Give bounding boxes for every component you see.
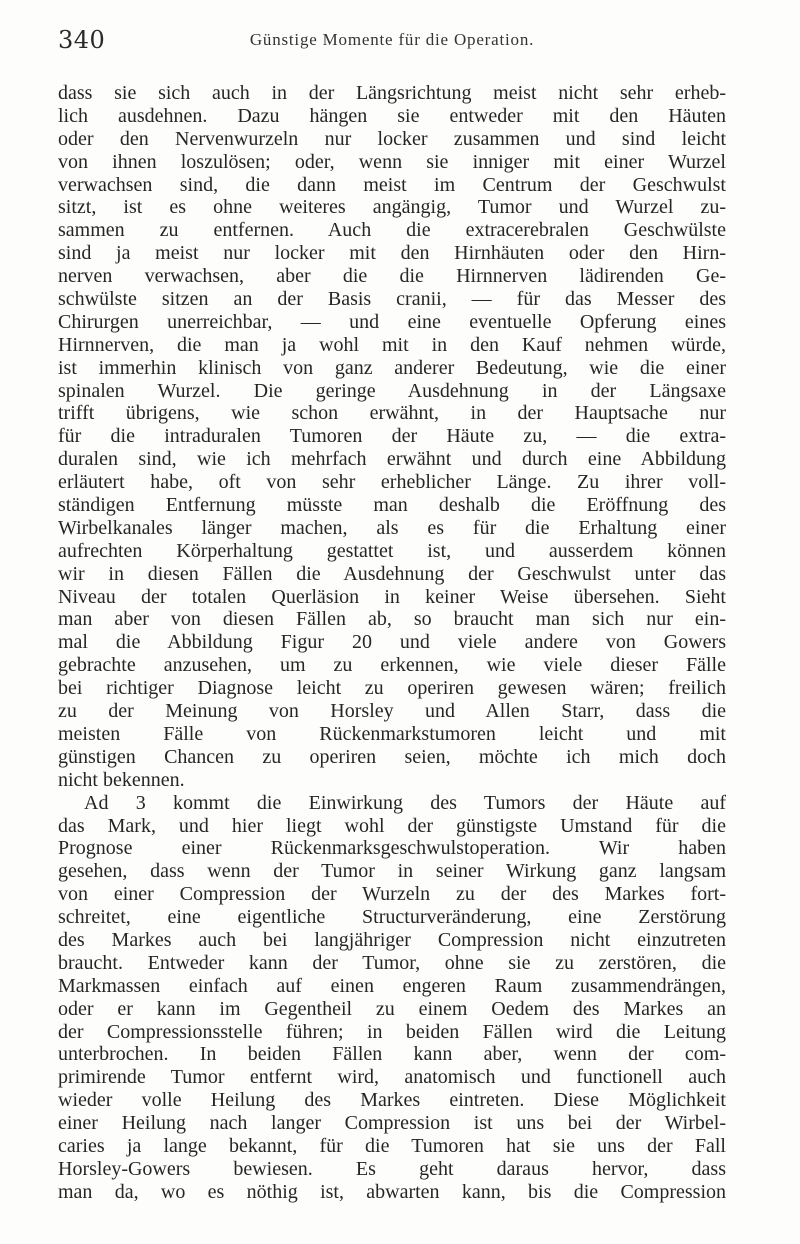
text-line: Wirbelkanales länger machen, als es für die Erhaltung einer [58,516,726,539]
text-line: Hirnnerven, die man ja wohl mit in den Kauf nehmen würde, [58,333,726,356]
text-line: aufrechten Körperhaltung gestattet ist, und ausserdem können [58,539,726,562]
text-line: primirende Tumor entfernt wird, anatomisch und functionell auch [58,1066,726,1089]
text-line: sind ja meist nur locker mit den Hirnhäuten oder den Hirn- [58,242,726,265]
text-line: Niveau der totalen Querläsion in keiner Weise übersehen. Sieht [58,585,726,608]
text-line: duralen sind, wie ich mehrfach erwähnt und durch eine Abbildung [58,448,726,471]
text-line: meisten Fälle von Rückenmarkstumoren leicht und mit [58,722,726,745]
text-line: ständigen Entfernung müsste man deshalb die Eröffnung des [58,494,726,517]
text-line: schwülste sitzen an der Basis cranii, — für das Messer des [58,288,726,311]
text-line: spinalen Wurzel. Die geringe Ausdehnung in der Längsaxe [58,379,726,402]
text-line: verwachsen sind, die dann meist im Centrum der Geschwulst [58,173,726,196]
page-number: 340 [58,26,106,54]
text-line: gesehen, dass wenn der Tumor in seiner Wirkung ganz langsam [58,860,726,883]
text-line: des Markes auch bei langjähriger Compression nicht einzutreten [58,928,726,951]
text-line: schreitet, eine eigentliche Structurveränderung, eine Zerstörung [58,906,726,929]
text-line: man aber von diesen Fällen ab, so braucht man sich nur ein- [58,608,726,631]
text-line: mal die Abbildung Figur 20 und viele andere von Gowers [58,631,726,654]
text-line: braucht. Entweder kann der Tumor, ohne sie zu zerstören, die [58,951,726,974]
text-line: oder den Nervenwurzeln nur locker zusammen und sind leicht [58,127,726,150]
text-line: Chirurgen unerreichbar, — und eine eventuelle Opferung eines [58,310,726,333]
text-line: caries ja lange bekannt, für die Tumoren hat sie uns der Fall [58,1134,726,1157]
text-line: trifft übrigens, wie schon erwähnt, in der Hauptsache nur [58,402,726,425]
text-line: Prognose einer Rückenmarksgeschwulstoperation. Wir haben [58,837,726,860]
text-line: unterbrochen. In beiden Fällen kann aber, wenn der com- [58,1043,726,1066]
text-line: der Compressionsstelle führen; in beiden Fällen wird die Leitung [58,1020,726,1043]
text-line: bei richtiger Diagnose leicht zu operiren gewesen wären; freilich [58,677,726,700]
text-line: Horsley-Gowers bewiesen. Es geht daraus hervor, dass [58,1157,726,1180]
running-title: Günstige Momente für die Operation. [249,30,535,49]
text-line: von einer Compression der Wurzeln zu der des Markes fort- [58,883,726,906]
body-text [58,82,726,1204]
text-line: von ihnen loszulösen; oder, wenn sie inniger mit einer Wurzel [58,150,726,173]
text-line: sammen zu entfernen. Auch die extracerebralen Geschwülste [58,219,726,242]
text-line: man da, wo es nöthig ist, abwarten kann, bis die Compression [58,1180,726,1203]
text-line: wir in diesen Fällen die Ausdehnung der Geschwulst unter das [58,562,726,585]
text-line: nicht bekennen. [58,768,185,791]
text-line: ist immerhin klinisch von ganz anderer Bedeutung, wie die einer [58,356,726,379]
text-line: Markmassen einfach auf einen engeren Raum zusammendrängen, [58,974,726,997]
text-line: für die intraduralen Tumoren der Häute zu, — die extra- [58,425,726,448]
text-line: Ad 3 kommt die Einwirkung des Tumors der Häute auf [84,791,726,814]
text-line: sitzt, ist es ohne weiteres angängig, Tumor und Wurzel zu- [58,196,726,219]
text-line: zu der Meinung von Horsley und Allen Starr, dass die [58,700,726,723]
text-line: wieder volle Heilung des Markes eintreten. Diese Möglichkeit [58,1089,726,1112]
text-line: das Mark, und hier liegt wohl der günstigste Umstand für die [58,814,726,837]
text-line: erläutert habe, oft von sehr erheblicher Länge. Zu ihrer voll- [58,471,726,494]
text-line: günstigen Chancen zu operiren seien, möchte ich mich doch [58,745,726,768]
page-header [58,26,726,66]
text-line: oder er kann im Gegentheil zu einem Oedem des Markes an [58,997,726,1020]
text-line: lich ausdehnen. Dazu hängen sie entweder mit den Häuten [58,104,726,127]
text-line: einer Heilung nach langer Compression ist uns bei der Wirbel- [58,1112,726,1135]
text-line: gebrachte anzusehen, um zu erkennen, wie viele dieser Fälle [58,654,726,677]
text-line: nerven verwachsen, aber die die Hirnnerven lädirenden Ge- [58,265,726,288]
text-line: dass sie sich auch in der Längsrichtung meist nicht sehr erheb- [58,82,726,104]
